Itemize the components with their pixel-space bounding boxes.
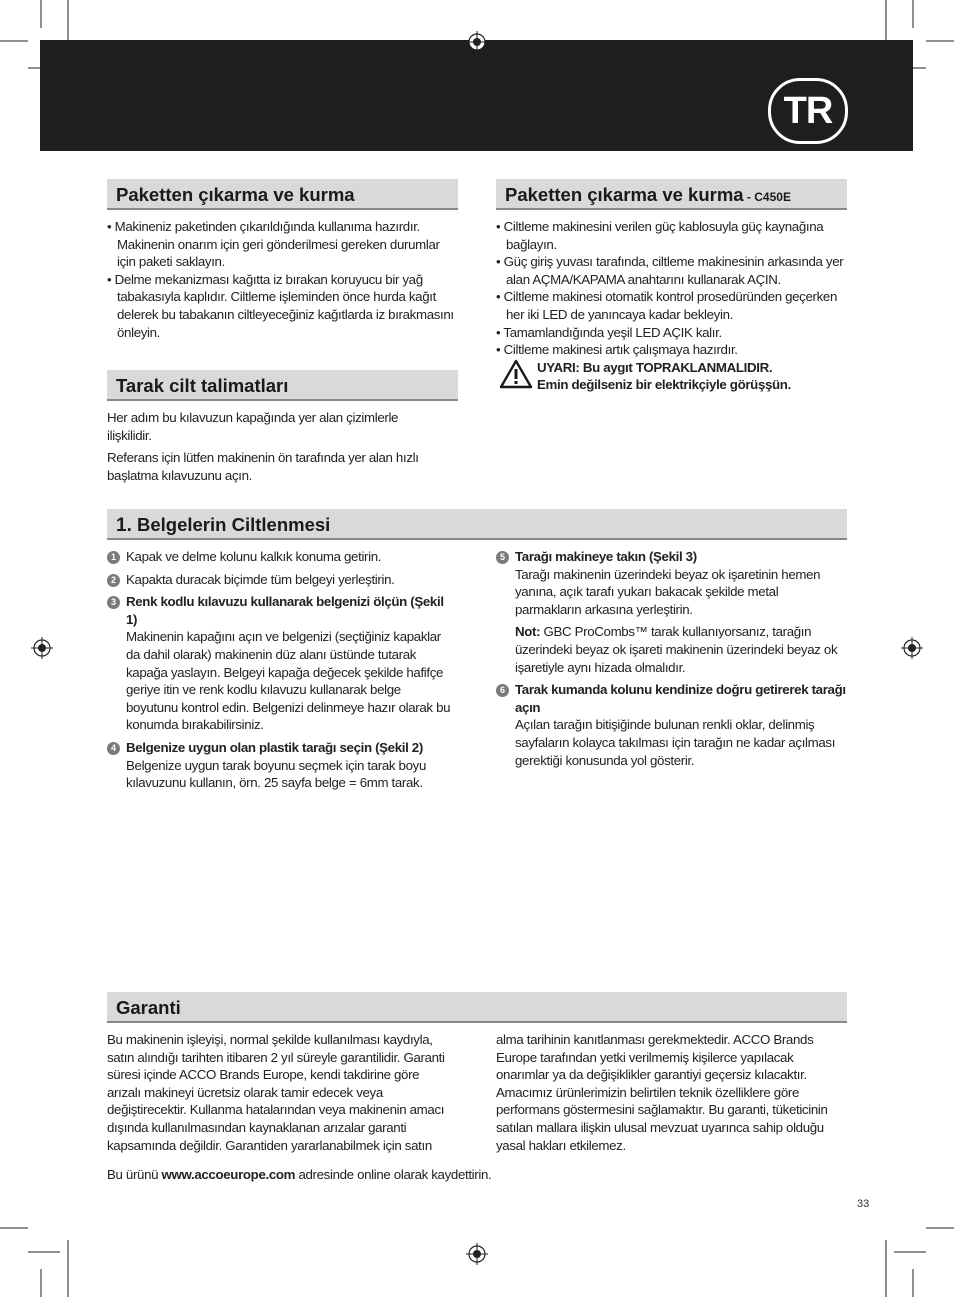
- comb-text: [107, 409, 437, 484]
- registration-link[interactable]: www.accoeurope.com: [161, 1167, 296, 1182]
- section-heading-unpack-c450e: [496, 179, 847, 210]
- note-label: Not:: [515, 624, 541, 640]
- registration-line: [107, 1166, 707, 1184]
- bullet-item: • Güç giriş yuvası tarafında, ciltleme makinesinin arkasında yer alan AÇMA/KAPAMA anahtarını kullanarak AÇIN.: [496, 254, 844, 287]
- paragraph: Referans için lütfen makinenin ön tarafında yer alan hızlı başlatma kılavuzunu açın.: [107, 450, 419, 483]
- step-number: 1: [107, 551, 120, 564]
- bullet-text: Ciltleme makinesi otomatik kontrol prosedüründen geçerken her iki LED de yanıncaya kadar bekleyin.: [503, 289, 837, 322]
- step-text: Makinenin kapağını açın ve belgenizi (seçtiğiniz kapaklar da dahil olarak) makinenin düz alanı üstünde tutarak kapağa yaslayın. Belgeyi kapağa değecek şekilde hafifçe geriye itin ve renk kodlu kılavuzu kullanarak belge boyutunu kontrol edin. Belgenizi delinmeye hazır olarak bu konumda bırakabilirsiniz.: [126, 629, 451, 733]
- step-item: [107, 571, 456, 589]
- step-item: [107, 548, 456, 566]
- section-number: 1.: [116, 515, 132, 536]
- section-heading-comb: [107, 370, 458, 401]
- bullet-text: Delme mekanizması kağıtta iz bırakan koruyucu bir yağ tabakasıyla kaplıdır. Ciltleme işleminden önce hurda kağıt delerek bu tabakanın ciltleyeceğiniz kağıtlarda iz bırakmasını önleyin.: [114, 271, 454, 340]
- bullet-text: Güç giriş yuvası tarafında, ciltleme makinesinin arkasında yer alan AÇMA/KAPAMA anahtarını kullanarak AÇIN.: [503, 254, 844, 287]
- step-text: Tarağı makinenin üzerindeki beyaz ok işaretinin hemen yanına, açık tarafı yukarı bakacak şekilde metal parmakların arkasına yerleştirin.: [515, 566, 821, 617]
- heading-text: Paketten çıkarma ve kurma: [505, 184, 744, 205]
- registration-text: Bu ürünü: [107, 1167, 162, 1182]
- model-label: - C450E: [743, 190, 791, 204]
- step-number: 3: [107, 596, 120, 609]
- page-number: 33: [857, 1198, 870, 1210]
- step-item: [107, 593, 456, 734]
- step-number: 6: [496, 684, 509, 697]
- bullet-text: Tamamlandığında yeşil LED AÇIK kalır.: [503, 324, 722, 340]
- binding-steps-left: [107, 548, 456, 797]
- heading-text: Garanti: [116, 997, 181, 1018]
- section-heading-warranty: [107, 992, 847, 1023]
- bullet-item: • Tamamlandığında yeşil LED AÇIK kalır.: [496, 324, 722, 340]
- unpack-c450e-bullets: [496, 218, 844, 394]
- step-note: [515, 623, 846, 676]
- language-badge: TR: [768, 78, 848, 144]
- step-number: 2: [107, 574, 120, 587]
- bullet-text: Ciltleme makinesi artık çalışmaya hazırdır.: [503, 342, 738, 358]
- section-heading-binding: [107, 509, 847, 540]
- step-item: [496, 548, 846, 676]
- heading-text: Paketten çıkarma ve kurma: [116, 184, 355, 205]
- paragraph: alma tarihinin kanıtlanması gerekmektedir. ACCO Brands Europe tarafından yetki verilmemiş kişilerce yapılacak onarımlar ya da değişiklikler garantiyi geçersiz kılacaktır. Amacımız ürünlerimizin belirtilen teknik özelliklere göre performans göstermesini sağlamaktır. Bu garanti, tüketicinin satılan mallara ilişkin ulusal mevzuat uyarınca sahip olduğu yasal hakları etkilemez.: [496, 1032, 828, 1153]
- step-title: Renk kodlu kılavuzu kullanarak belgenizi ölçün (Şekil 1): [126, 594, 444, 627]
- registration-mark-icon: [901, 637, 923, 659]
- note-text: GBC ProCombs™ tarak kullanıyorsanız, tarağın üzerindeki beyaz ok işareti makinenin üzerindeki beyaz ok işaretiyle aynı hizada olmalıdır.: [515, 624, 838, 675]
- heading-text: Tarak cilt talimatları: [116, 375, 289, 396]
- bullet-item: • Ciltleme makinesi otomatik kontrol prosedüründen geçerken her iki LED de yanıncaya kadar bekleyin.: [496, 289, 837, 322]
- warranty-col-left: [107, 1031, 456, 1154]
- warranty-col-right: [496, 1031, 846, 1154]
- registration-mark-icon: [466, 31, 488, 53]
- step-text: Belgenize uygun tarak boyunu seçmek için tarak boyu kılavuzunu kullanın, örn. 25 sayfa belge = 6mm tarak.: [126, 757, 426, 791]
- step-item: [496, 681, 846, 769]
- paragraph: Her adım bu kılavuzun kapağında yer alan çizimlerle ilişkilidir.: [107, 410, 399, 443]
- step-title: Belgenize uygun olan plastik tarağı seçin (Şekil 2): [126, 739, 423, 755]
- binding-steps-right: [496, 548, 846, 774]
- warning-line: UYARI: Bu aygıt TOPRAKLANMALIDIR.: [537, 359, 773, 375]
- step-number: 4: [107, 742, 120, 755]
- paragraph: Bu makinenin işleyişi, normal şekilde kullanılması kaydıyla, satın alındığı tarihten itibaren 2 yıl süreyle garantilidir. Garanti süresi içinde ACCO Brands Europe, kendi takdirine göre arızalı makineyi ücretsiz olarak tamir edecek veya değiştirecektir. Kullanma hatalarından veya makinenin amacı dışında kullanılmasından kaynaklanan arızalar garanti kapsamında değildir. Garantiden yararlanabilmek için satın: [107, 1032, 445, 1153]
- registration-mark-icon: [31, 637, 53, 659]
- heading-text: Belgelerin Ciltlenmesi: [137, 514, 331, 535]
- registration-mark-icon: [466, 1243, 488, 1265]
- warning-note: [496, 359, 844, 394]
- step-text: Kapakta duracak biçimde tüm belgeyi yerleştirin.: [126, 571, 395, 587]
- warning-line: Emin değilseniz bir elektrikçiyle görüşşün.: [537, 377, 791, 393]
- step-item: [107, 739, 456, 792]
- step-title: Tarak kumanda kolunu kendinize doğru getirerek tarağı açın: [515, 682, 846, 715]
- unpack-bullets: [107, 218, 454, 341]
- step-title: Tarağı makineye takın (Şekil 3): [515, 549, 697, 564]
- step-text: Kapak ve delme kolunu kalkık konuma getirin.: [126, 549, 382, 564]
- step-text: Açılan tarağın bitişiğinde bulunan renkli oklar, delinmiş sayfaların kolayca takılması için tarağın ne kadar açılması gerektiği konusunda yol gösterir.: [515, 717, 836, 768]
- bullet-text: Makineniz paketinden çıkarıldığında kullanıma hazırdır. Makinenin onarım için geri gönderilmesi gereken durumlar için paketi saklayın.: [114, 219, 440, 270]
- bullet-item: • Makineniz paketinden çıkarıldığında kullanıma hazırdır. Makinenin onarım için geri gönderilmesi gereken durumlar için paketi saklayın.: [107, 219, 440, 270]
- bullet-item: • Ciltleme makinesini verilen güç kablosuyla güç kaynağına bağlayın.: [496, 219, 824, 252]
- step-number: 5: [496, 551, 509, 564]
- bullet-text: Ciltleme makinesini verilen güç kablosuyla güç kaynağına bağlayın.: [503, 219, 824, 252]
- registration-text: adresinde online olarak kaydettirin.: [295, 1167, 492, 1182]
- bullet-item: • Delme mekanizması kağıtta iz bırakan koruyucu bir yağ tabakasıyla kaplıdır. Ciltleme işleminden önce hurda kağıt delerek bu tabakanın ciltleyeceğiniz kağıtlarda iz bırakmasını önleyin.: [107, 271, 454, 340]
- warning-triangle-icon: [499, 359, 533, 389]
- section-heading-unpack: [107, 179, 458, 210]
- bullet-item: • Ciltleme makinesi artık çalışmaya hazırdır.: [496, 342, 738, 358]
